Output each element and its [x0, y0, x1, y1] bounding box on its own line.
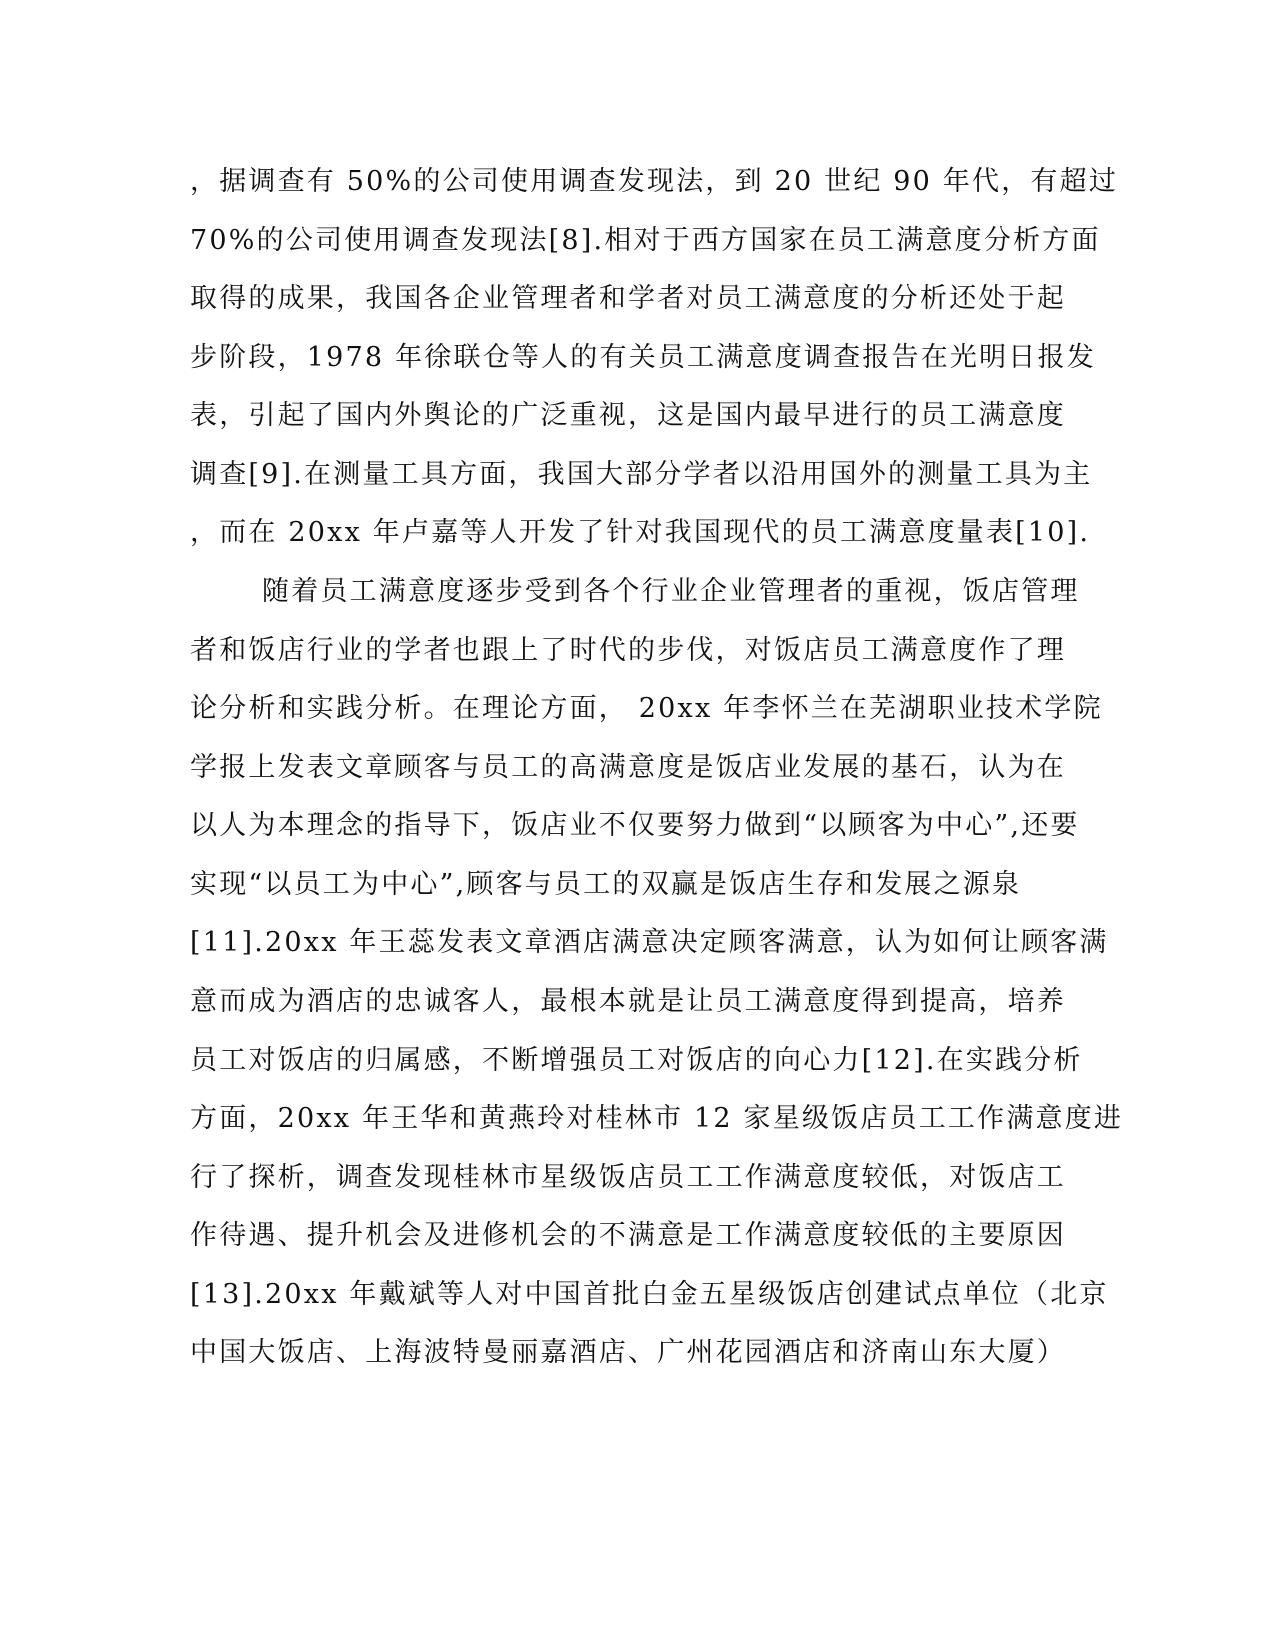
text-line: 取得的成果，我国各企业管理者和学者对员工满意度的分析还处于起: [190, 283, 1066, 314]
text-line: 70%的公司使用调查发现法[8].相对于西方国家在员工满意度分析方面: [190, 225, 1101, 256]
text-line: 意而成为酒店的忠诚客人，最根本就是让员工满意度得到提高，培养: [190, 986, 1066, 1017]
text-line: 论分析和实践分析。在理论方面， 20xx 年李怀兰在芜湖职业技术学院: [190, 693, 1103, 724]
text-line: 中国大饭店、上海波特曼丽嘉酒店、广州花园酒店和济南山东大厦）: [190, 1337, 1066, 1368]
paragraph-first-line: 随着员工满意度逐步受到各个行业企业管理者的重视，饭店管理: [262, 576, 1080, 607]
text-line: 方面，20xx 年王华和黄燕玲对桂林市 12 家星级饭店员工工作满意度进: [190, 1103, 1124, 1134]
text-line: [13].20xx 年戴斌等人对中国首批白金五星级饭店创建试点单位（北京: [190, 1279, 1109, 1310]
text-line: 实现“以员工为中心”,顾客与员工的双赢是饭店生存和发展之源泉: [190, 869, 1022, 900]
text-line: 学报上发表文章顾客与员工的高满意度是饭店业发展的基石，认为在: [190, 752, 1066, 783]
text-line: ，据调查有 50%的公司使用调查发现法，到 20 世纪 90 年代，有超过: [190, 166, 1119, 197]
text-line: 以人为本理念的指导下，饭店业不仅要努力做到“以顾客为中心”,还要: [190, 810, 1080, 841]
text-line: 行了探析，调查发现桂林市星级饭店员工工作满意度较低，对饭店工: [190, 1162, 1066, 1193]
text-line: 者和饭店行业的学者也跟上了时代的步伐，对饭店员工满意度作了理: [190, 635, 1066, 666]
text-line: 步阶段，1978 年徐联仓等人的有关员工满意度调查报告在光明日报发: [190, 342, 1096, 373]
text-line: 员工对饭店的归属感，不断增强员工对饭店的向心力[12].在实践分析: [190, 1045, 1083, 1076]
text-line: ，而在 20xx 年卢嘉等人开发了针对我国现代的员工满意度量表[10].: [190, 517, 1091, 548]
text-line: 调查[9].在测量工具方面，我国大部分学者以沿用国外的测量工具为主: [190, 459, 1093, 490]
text-line: [11].20xx 年王蕊发表文章酒店满意决定顾客满意，认为如何让顾客满: [190, 927, 1109, 958]
text-line: 表，引起了国内外舆论的广泛重视，这是国内最早进行的员工满意度: [190, 400, 1066, 431]
text-line: 作待遇、提升机会及进修机会的不满意是工作满意度较低的主要原因: [190, 1220, 1066, 1251]
